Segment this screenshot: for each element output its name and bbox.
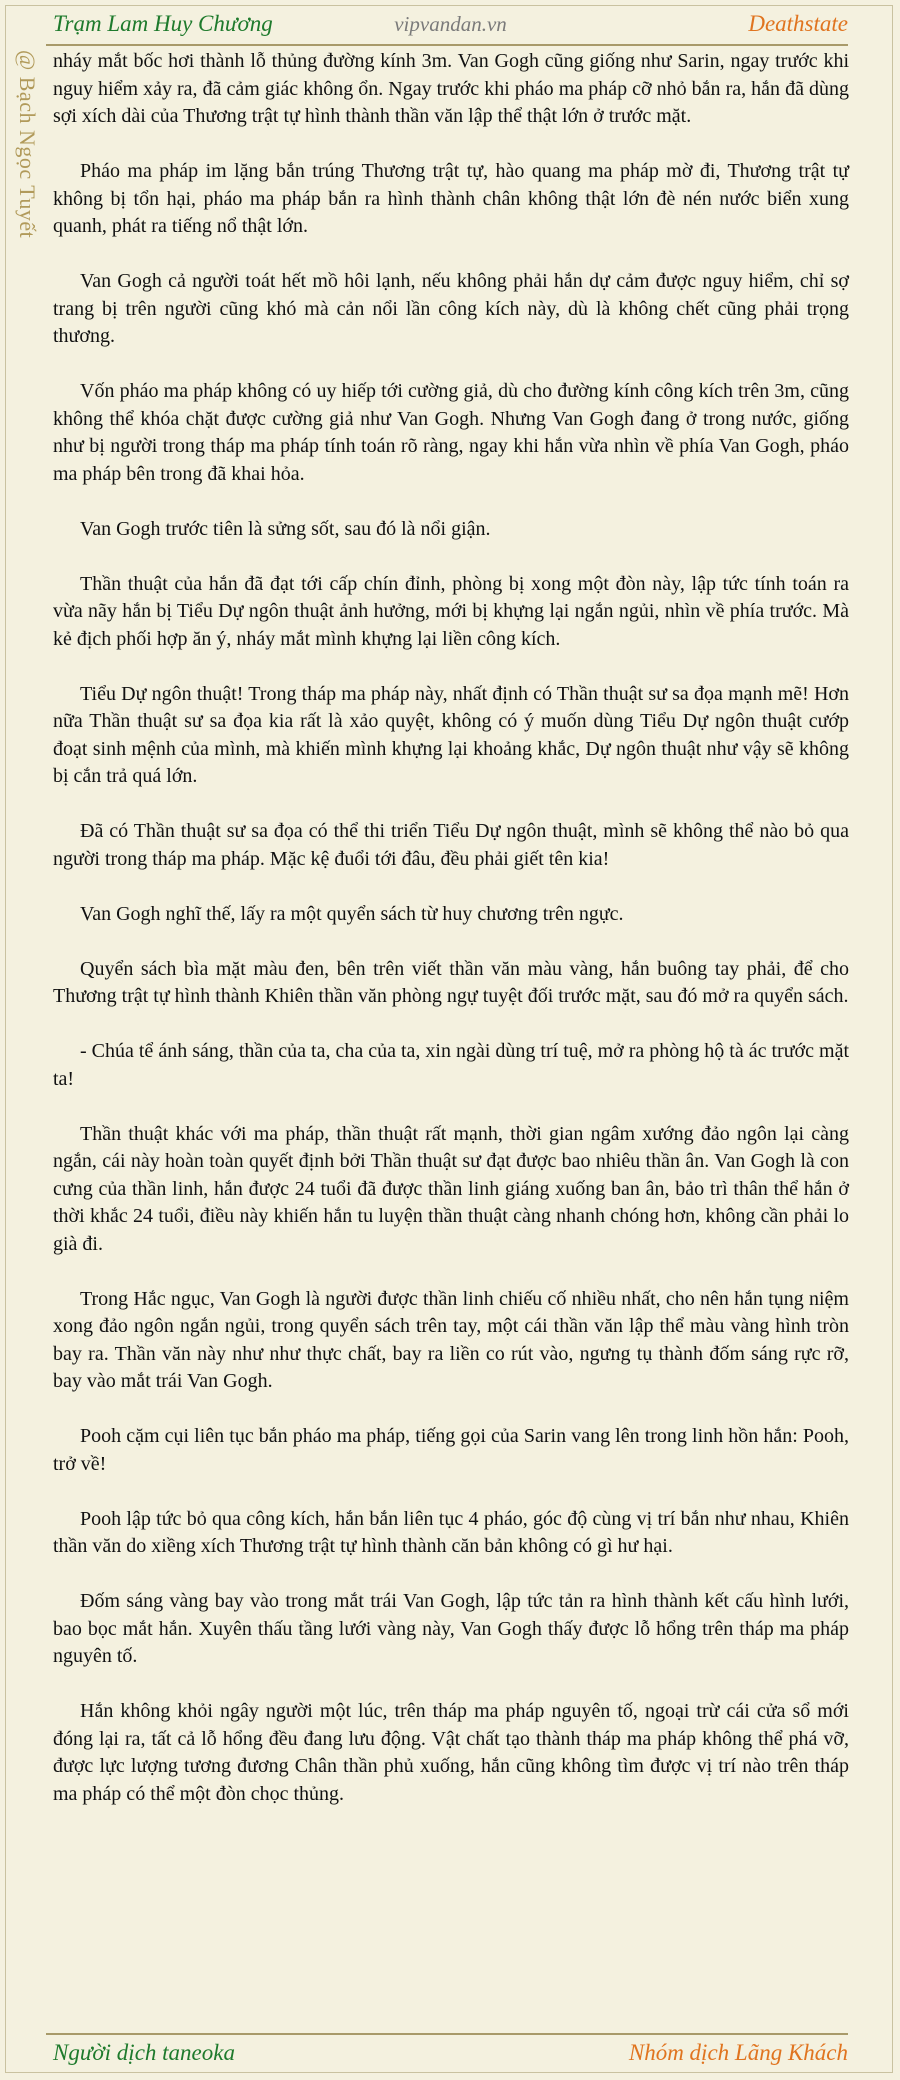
page-header [53, 6, 848, 46]
paragraph: Thần thuật của hắn đã đạt tới cấp chín đỉnh, phòng bị xong một đòn này, lập tức tính toán ra vừa nãy hắn bị Tiểu Dự ngôn thuật ảnh hưởng, mới bị khựng lại ngắn ngủi, nhìn về phía trước. Mà kẻ địch phối hợp ăn ý, nháy mắt mình khựng lại liền công kích. [53, 572, 849, 650]
header-website: vipvandan.vn [394, 12, 507, 36]
paragraph: Đã có Thần thuật sư sa đọa có thể thi triển Tiểu Dự ngôn thuật, mình sẽ không thể nào bỏ qua người trong tháp ma pháp. Mặc kệ đuổi tới đâu, đều phải giết tên kia! [53, 820, 849, 870]
page-footer [53, 2038, 848, 2072]
paragraph: Thần thuật khác với ma pháp, thần thuật rất mạnh, thời gian ngâm xướng đảo ngôn lại càng ngắn, cái này hoàn toàn quyết định bởi Thần thuật sư đạt được bao nhiêu thần ân. Van Gogh là con cưng của thần linh, hắn được 24 tuổi đã được thần linh giáng xuống ban ân, bảo trì thân thể hắn ở thời khắc 24 tuổi, điều này khiến hắn tu luyện thần thuật càng nhanh chóng hơn, không cần phải lo già đi. [53, 1122, 849, 1255]
paragraph: Van Gogh trước tiên là sửng sốt, sau đó là nổi giận. [80, 517, 491, 540]
header-site-title: Trạm Lam Huy Chương [53, 11, 273, 36]
paragraph: - Chúa tể ánh sáng, thần của ta, cha của ta, xin ngài dùng trí tuệ, mở ra phòng hộ tà ác trước mặt ta! [53, 1040, 849, 1090]
sidebar-watermark: @ Bạch Ngọc Tuyết [15, 50, 40, 239]
footer-group: Nhóm dịch Lãng Khách [628, 2040, 848, 2065]
paragraph: Hắn không khỏi ngây người một lúc, trên tháp ma pháp nguyên tố, ngoại trừ cái cửa sổ mới đóng lại ra, tất cả lỗ hổng đều đang lưu động. Vật chất tạo thành tháp ma pháp không thể phá vỡ, được lực lượng tương đương Chân thần phủ xuống, hắn cũng không tìm được vị trí nào trên tháp ma pháp có thể một đòn chọc thủng. [53, 1700, 849, 1805]
paragraph: Van Gogh cả người toát hết mồ hôi lạnh, nếu không phải hắn dự cảm được nguy hiểm, chỉ sợ trang bị trên người cũng khó mà cản nổi lần công kích này, dù là không chết cũng phải trọng thương. [53, 270, 849, 347]
footer-divider [46, 2033, 848, 2035]
paragraph: nháy mắt bốc hơi thành lỗ thủng đường kính 3m. Van Gogh cũng giống như Sarin, ngay trước khi nguy hiểm xảy ra, đã cảm giác không ổn. Ngay trước khi pháo ma pháp cỡ nhỏ bắn ra, hắn đã dùng sợi xích dài của Thương trật tự hình thành thần văn lập thể thật lớn ở trước mặt. [53, 50, 849, 127]
paragraph: Vốn pháo ma pháp không có uy hiếp tới cường giả, dù cho đường kính công kích trên 3m, cũng không thể khóa chặt được cường giả như Van Gogh. Nhưng Van Gogh đang ở trong nước, giống như bị người trong tháp ma pháp tính toán rõ ràng, ngay khi hắn vừa nhìn về phía Van Gogh, pháo ma pháp bên trong đã khai hỏa. [53, 380, 849, 485]
paragraph: Trong Hắc ngục, Van Gogh là người được thần linh chiếu cố nhiều nhất, cho nên hắn tụng niệm xong đảo ngôn ngắn ngủi, trong quyển sách trên tay, một cái thần văn lập thể màu vàng hình tròn bay ra. Thần văn này như như thực chất, bay ra liền co rút vào, ngưng tụ thành đốm sáng rực rỡ, bay vào mắt trái Van Gogh. [53, 1287, 849, 1392]
paragraph: Đốm sáng vàng bay vào trong mắt trái Van Gogh, lập tức tản ra hình thành kết cấu hình lưới, bao bọc mắt hắn. Xuyên thấu tầng lưới vàng này, Van Gogh thấy được lỗ hổng trên tháp ma pháp nguyên tố. [53, 1590, 849, 1667]
paragraph: Pooh cặm cụi liên tục bắn pháo ma pháp, tiếng gọi của Sarin vang lên trong linh hồn hắn: Pooh, trở về! [53, 1425, 849, 1475]
paragraph: Van Gogh nghĩ thế, lấy ra một quyển sách từ huy chương trên ngực. [80, 902, 624, 925]
chapter-body [53, 48, 849, 1836]
paragraph: Pháo ma pháp im lặng bắn trúng Thương trật tự, hào quang ma pháp mờ đi, Thương trật tự không bị tổn hại, pháo ma pháp bắn ra hình thành chân không thật lớn đè nén nước biển xung quanh, phát ra tiếng nổ thật lớn. [53, 160, 849, 237]
header-divider [46, 44, 848, 46]
paragraph: Pooh lập tức bỏ qua công kích, hắn bắn liên tục 4 pháo, góc độ cùng vị trí bắn như nhau, Khiên thần văn do xiềng xích Thương trật tự hình thành căn bản không có gì hư hại. [53, 1507, 849, 1557]
paragraph: Quyển sách bìa mặt màu đen, bên trên viết thần văn màu vàng, hắn buông tay phải, để cho Thương trật tự hình thành Khiên thần văn phòng ngự tuyệt đối trước mặt, sau đó mở ra quyển sách. [53, 957, 849, 1007]
footer-translator: Người dịch taneoka [53, 2040, 235, 2065]
paragraph: Tiểu Dự ngôn thuật! Trong tháp ma pháp này, nhất định có Thần thuật sư sa đọa mạnh mẽ! Hơn nữa Thần thuật sư sa đọa kia rất là xảo quyệt, không có ý muốn dùng Tiểu Dự ngôn thuật cướp đoạt sinh mệnh của mình, mà khiến mình khựng lại khoảng khắc, Dự ngôn thuật như vậy sẽ không bị cắn trả quá lớn. [53, 682, 849, 787]
header-book-title: Deathstate [748, 11, 848, 36]
